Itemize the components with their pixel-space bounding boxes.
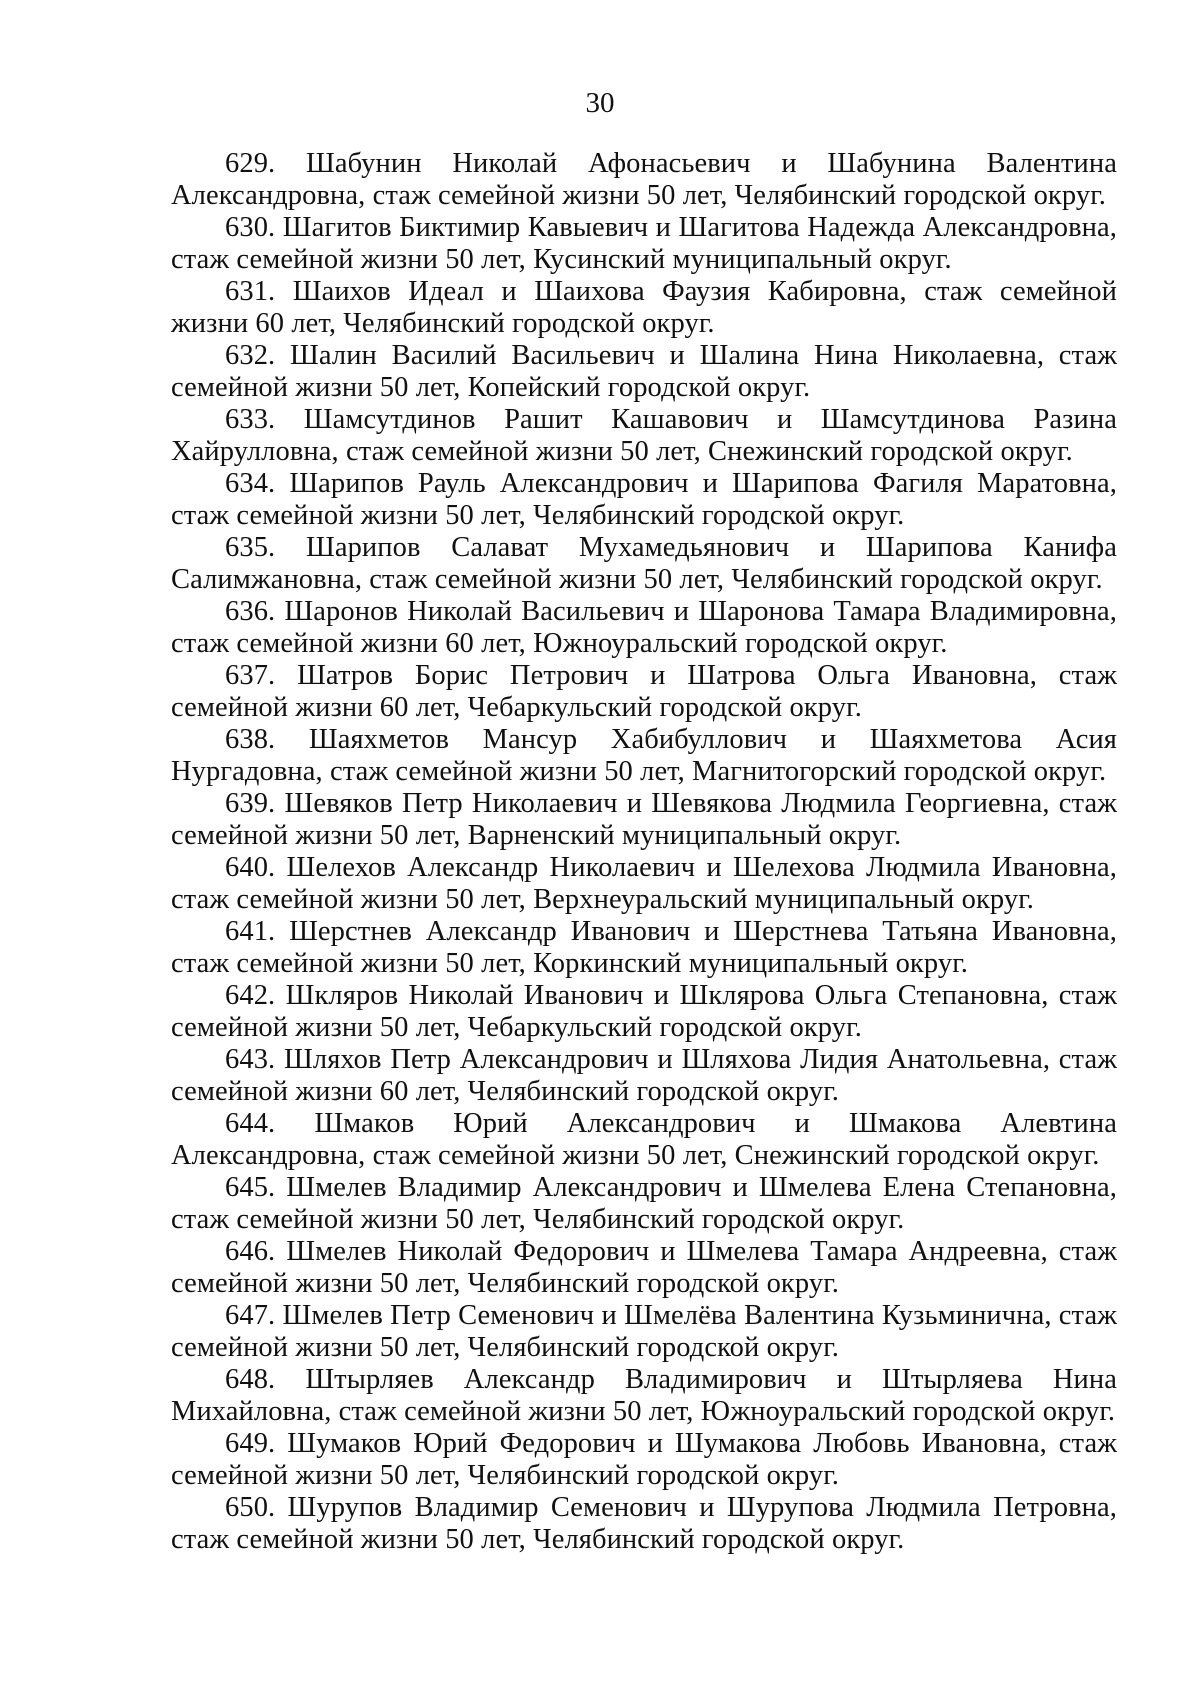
entry-text: Шмелев Петр Семенович и Шмелёва Валентина Кузьминична, стаж семейной жизни 50 лет, Челябинский городской округ. bbox=[171, 1300, 1117, 1363]
list-item bbox=[171, 404, 1117, 468]
list-item bbox=[171, 532, 1117, 596]
list-item bbox=[171, 724, 1117, 788]
entry-text: Шагитов Биктимир Кавыевич и Шагитова Надежда Александровна, стаж семейной жизни 50 лет, Кусинский муниципальный округ. bbox=[171, 212, 1117, 275]
list-item bbox=[171, 1172, 1117, 1236]
entry-number: 632. bbox=[225, 340, 276, 371]
list-item bbox=[171, 276, 1117, 340]
entry-text: Шмаков Юрий Александрович и Шмакова Алевтина Александровна, стаж семейной жизни 50 лет, Снежинский городской округ. bbox=[171, 1108, 1117, 1171]
entry-number: 649. bbox=[225, 1428, 276, 1459]
entry-text: Шурупов Владимир Семенович и Шурупова Людмила Петровна, стаж семейной жизни 50 лет, Челябинский городской округ. bbox=[171, 1492, 1117, 1555]
entry-text: Шарипов Рауль Александрович и Шарипова Фагиля Маратовна, стаж семейной жизни 50 лет, Челябинский городской округ. bbox=[171, 468, 1117, 531]
entry-text: Шабунин Николай Афонасьевич и Шабунина Валентина Александровна, стаж семейной жизни 50 лет, Челябинский городской округ. bbox=[171, 148, 1117, 211]
list-item bbox=[171, 788, 1117, 852]
entry-number: 640. bbox=[225, 852, 276, 883]
list-item bbox=[171, 596, 1117, 660]
entry-number: 636. bbox=[225, 596, 276, 627]
list-item bbox=[171, 1492, 1117, 1556]
entry-number: 631. bbox=[225, 276, 276, 307]
list-item bbox=[171, 148, 1117, 212]
list-item bbox=[171, 1300, 1117, 1364]
list-item bbox=[171, 1236, 1117, 1300]
list-item bbox=[171, 1364, 1117, 1428]
list-item bbox=[171, 212, 1117, 276]
entry-number: 629. bbox=[225, 148, 276, 179]
entry-text: Штырляев Александр Владимирович и Штырляева Нина Михайловна, стаж семейной жизни 50 лет, Южноуральский городской округ. bbox=[171, 1364, 1117, 1427]
entry-number: 638. bbox=[225, 724, 276, 755]
entry-number: 634. bbox=[225, 468, 276, 499]
entry-text: Шляхов Петр Александрович и Шляхова Лидия Анатольевна, стаж семейной жизни 60 лет, Челябинский городской округ. bbox=[171, 1044, 1117, 1107]
page-number: 30 bbox=[585, 87, 615, 119]
list-item bbox=[171, 1044, 1117, 1108]
list-item bbox=[171, 916, 1117, 980]
entry-text: Шевяков Петр Николаевич и Шевякова Людмила Георгиевна, стаж семейной жизни 50 лет, Варненский муниципальный округ. bbox=[171, 788, 1117, 851]
entry-text: Шкляров Николай Иванович и Шклярова Ольга Степановна, стаж семейной жизни 50 лет, Чебаркульский городской округ. bbox=[171, 980, 1117, 1043]
entry-number: 643. bbox=[225, 1044, 276, 1075]
entry-number: 648. bbox=[225, 1364, 276, 1395]
list-item bbox=[171, 660, 1117, 724]
entry-text: Шатров Борис Петрович и Шатрова Ольга Ивановна, стаж семейной жизни 60 лет, Чебаркульский городской округ. bbox=[171, 660, 1117, 723]
entry-text: Шмелев Владимир Александрович и Шмелева Елена Степановна, стаж семейной жизни 50 лет, Челябинский городской округ. bbox=[171, 1172, 1117, 1235]
list-item bbox=[171, 1108, 1117, 1172]
entry-text: Шаяхметов Мансур Хабибуллович и Шаяхметова Асия Нургадовна, стаж семейной жизни 50 лет, Магнитогорский городской округ. bbox=[171, 724, 1118, 787]
list-item bbox=[171, 980, 1117, 1044]
entry-number: 642. bbox=[225, 980, 276, 1011]
entry-number: 639. bbox=[225, 788, 276, 819]
entry-text: Шаронов Николай Васильевич и Шаронова Тамара Владимировна, стаж семейной жизни 60 лет, Южноуральский городской округ. bbox=[171, 596, 1117, 659]
entry-text: Шамсутдинов Рашит Кашавович и Шамсутдинова Разина Хайрулловна, стаж семейной жизни 50 лет, Снежинский городской округ. bbox=[171, 404, 1117, 467]
entry-list bbox=[171, 148, 1117, 1556]
list-item bbox=[171, 852, 1117, 916]
entry-number: 641. bbox=[225, 916, 276, 947]
entry-text: Шаихов Идеал и Шаихова Фаузия Кабировна, стаж семейной жизни 60 лет, Челябинский городской округ. bbox=[171, 276, 1117, 339]
entry-text: Шерстнев Александр Иванович и Шерстнева Татьяна Ивановна, стаж семейной жизни 50 лет, Коркинский муниципальный округ. bbox=[171, 916, 1118, 979]
entry-number: 647. bbox=[225, 1300, 276, 1331]
entry-number: 630. bbox=[225, 212, 276, 243]
entry-number: 635. bbox=[225, 532, 276, 563]
list-item bbox=[171, 468, 1117, 532]
entry-number: 646. bbox=[225, 1236, 276, 1267]
entry-text: Шумаков Юрий Федорович и Шумакова Любовь Ивановна, стаж семейной жизни 50 лет, Челябинский городской округ. bbox=[171, 1428, 1118, 1491]
entry-text: Шелехов Александр Николаевич и Шелехова Людмила Ивановна, стаж семейной жизни 50 лет, Верхнеуральский муниципальный округ. bbox=[171, 852, 1117, 915]
entry-text: Шалин Василий Васильевич и Шалина Нина Николаевна, стаж семейной жизни 50 лет, Копейский городской округ. bbox=[171, 340, 1117, 403]
list-item bbox=[171, 1428, 1117, 1492]
entry-number: 645. bbox=[225, 1172, 276, 1203]
entry-number: 644. bbox=[225, 1108, 276, 1139]
entry-text: Шмелев Николай Федорович и Шмелева Тамара Андреевна, стаж семейной жизни 50 лет, Челябинский городской округ. bbox=[171, 1236, 1117, 1299]
entry-number: 650. bbox=[225, 1492, 276, 1523]
entry-number: 637. bbox=[225, 660, 276, 691]
entry-text: Шарипов Салават Мухамедьянович и Шарипова Канифа Салимжановна, стаж семейной жизни 50 лет, Челябинский городской округ. bbox=[171, 532, 1117, 595]
list-item bbox=[171, 340, 1117, 404]
entry-number: 633. bbox=[225, 404, 276, 435]
